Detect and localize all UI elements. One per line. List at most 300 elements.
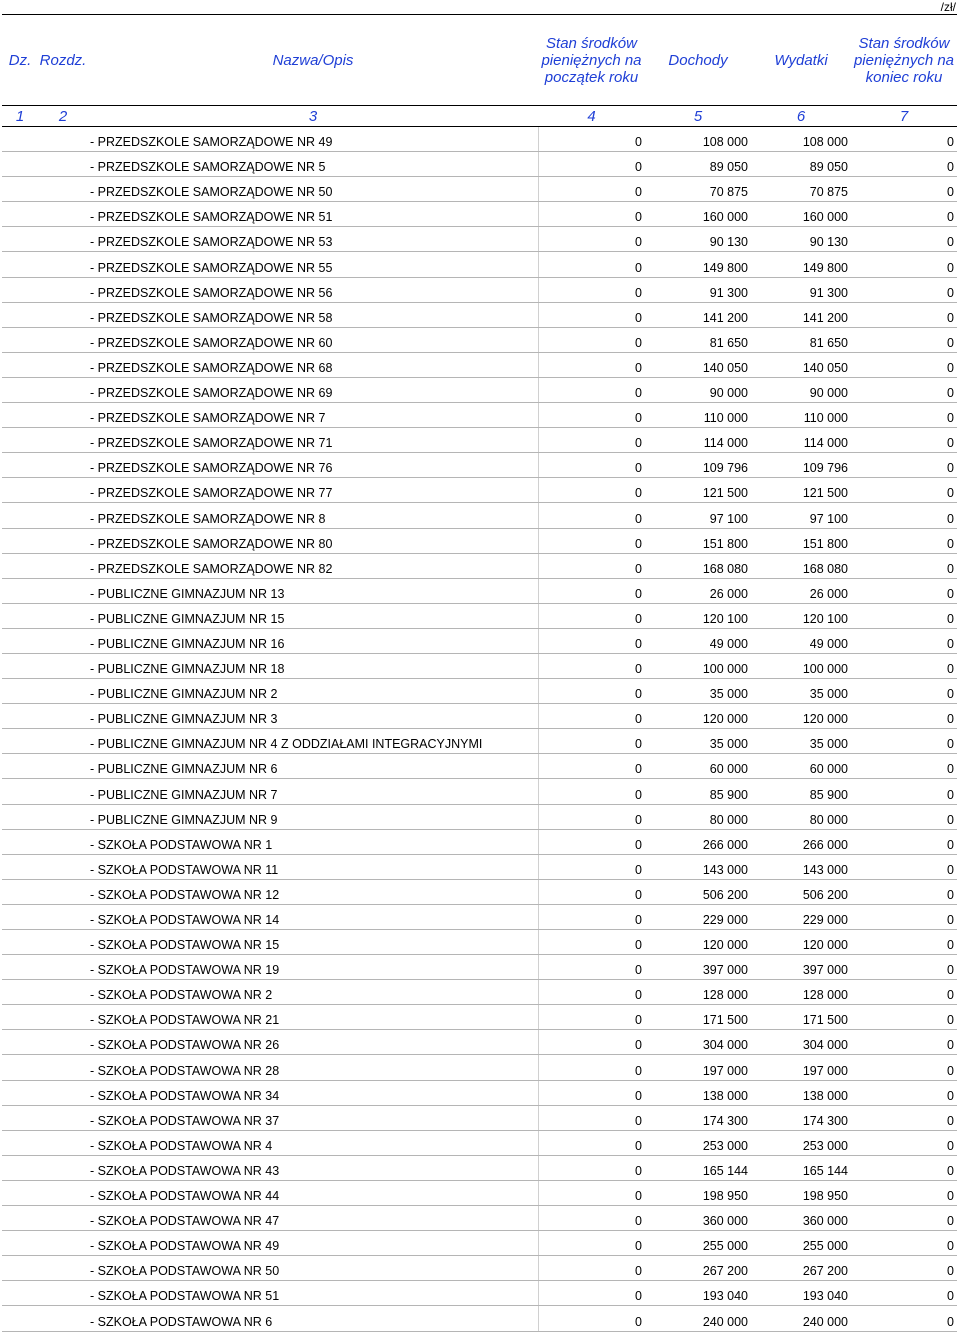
table-row [2, 679, 957, 704]
table-row [2, 528, 957, 553]
header-rozdz: Rozdz. [38, 15, 88, 106]
table-row [2, 1306, 957, 1331]
cell-expense: 506 200 [751, 879, 851, 904]
cell-income: 120 000 [645, 930, 751, 955]
cell-start-balance: 0 [538, 779, 645, 804]
cell-rozdz [38, 578, 88, 603]
table-row [2, 1180, 957, 1205]
cell-rozdz [38, 428, 88, 453]
cell-end-balance: 0 [851, 1005, 957, 1030]
cell-expense: 60 000 [751, 754, 851, 779]
cell-rozdz [38, 980, 88, 1005]
cell-income: 151 800 [645, 528, 751, 553]
cell-start-balance: 0 [538, 1206, 645, 1231]
cell-start-balance: 0 [538, 1105, 645, 1130]
cell-rozdz [38, 930, 88, 955]
cell-name: - SZKOŁA PODSTAWOWA NR 14 [88, 904, 538, 929]
cell-rozdz [38, 553, 88, 578]
cell-income: 91 300 [645, 277, 751, 302]
cell-dz [2, 1306, 38, 1331]
table-row [2, 277, 957, 302]
cell-start-balance: 0 [538, 302, 645, 327]
cell-end-balance: 0 [851, 327, 957, 352]
cell-end-balance: 0 [851, 1130, 957, 1155]
cell-rozdz [38, 1005, 88, 1030]
cell-dz [2, 528, 38, 553]
cell-name: - SZKOŁA PODSTAWOWA NR 4 [88, 1130, 538, 1155]
cell-end-balance: 0 [851, 879, 957, 904]
cell-expense: 121 500 [751, 478, 851, 503]
cell-name: - SZKOŁA PODSTAWOWA NR 43 [88, 1155, 538, 1180]
cell-dz [2, 428, 38, 453]
table-row [2, 252, 957, 277]
cell-start-balance: 0 [538, 679, 645, 704]
cell-name: - SZKOŁA PODSTAWOWA NR 34 [88, 1080, 538, 1105]
cell-start-balance: 0 [538, 930, 645, 955]
cell-end-balance: 0 [851, 704, 957, 729]
cell-rozdz [38, 679, 88, 704]
cell-name: - SZKOŁA PODSTAWOWA NR 28 [88, 1055, 538, 1080]
cell-income: 143 000 [645, 854, 751, 879]
cell-name: - PRZEDSZKOLE SAMORZĄDOWE NR 80 [88, 528, 538, 553]
cell-dz [2, 679, 38, 704]
cell-end-balance: 0 [851, 1105, 957, 1130]
cell-income: 80 000 [645, 804, 751, 829]
cell-start-balance: 0 [538, 1256, 645, 1281]
cell-rozdz [38, 779, 88, 804]
cell-dz [2, 1155, 38, 1180]
table-row [2, 653, 957, 678]
cell-income: 35 000 [645, 729, 751, 754]
cell-rozdz [38, 955, 88, 980]
cell-dz [2, 152, 38, 177]
cell-expense: 35 000 [751, 729, 851, 754]
cell-name: - PUBLICZNE GIMNAZJUM NR 3 [88, 704, 538, 729]
cell-expense: 128 000 [751, 980, 851, 1005]
cell-name: - PUBLICZNE GIMNAZJUM NR 16 [88, 628, 538, 653]
col-number-4: 4 [538, 106, 645, 127]
cell-rozdz [38, 377, 88, 402]
cell-end-balance: 0 [851, 377, 957, 402]
table-row [2, 428, 957, 453]
cell-start-balance: 0 [538, 854, 645, 879]
cell-dz [2, 1206, 38, 1231]
cell-start-balance: 0 [538, 252, 645, 277]
cell-end-balance: 0 [851, 1055, 957, 1080]
col-number-7: 7 [851, 106, 957, 127]
cell-income: 128 000 [645, 980, 751, 1005]
table-row [2, 1080, 957, 1105]
cell-income: 85 900 [645, 779, 751, 804]
cell-start-balance: 0 [538, 879, 645, 904]
table-row [2, 127, 957, 152]
cell-income: 26 000 [645, 578, 751, 603]
table-row [2, 704, 957, 729]
cell-expense: 229 000 [751, 904, 851, 929]
cell-name: - PRZEDSZKOLE SAMORZĄDOWE NR 51 [88, 202, 538, 227]
cell-name: - SZKOŁA PODSTAWOWA NR 11 [88, 854, 538, 879]
cell-income: 197 000 [645, 1055, 751, 1080]
cell-income: 110 000 [645, 403, 751, 428]
table-row [2, 854, 957, 879]
cell-expense: 109 796 [751, 453, 851, 478]
cell-rozdz [38, 628, 88, 653]
cell-dz [2, 302, 38, 327]
cell-rozdz [38, 1080, 88, 1105]
table-row [2, 1281, 957, 1306]
cell-rozdz [38, 1155, 88, 1180]
cell-start-balance: 0 [538, 478, 645, 503]
cell-end-balance: 0 [851, 478, 957, 503]
table-row [2, 302, 957, 327]
header-expense: Wydatki [751, 15, 851, 106]
cell-rozdz [38, 528, 88, 553]
cell-start-balance: 0 [538, 578, 645, 603]
cell-rozdz [38, 352, 88, 377]
cell-name: - SZKOŁA PODSTAWOWA NR 2 [88, 980, 538, 1005]
cell-rozdz [38, 127, 88, 152]
cell-dz [2, 127, 38, 152]
cell-start-balance: 0 [538, 152, 645, 177]
cell-end-balance: 0 [851, 1030, 957, 1055]
cell-income: 109 796 [645, 453, 751, 478]
cell-income: 266 000 [645, 829, 751, 854]
cell-start-balance: 0 [538, 327, 645, 352]
cell-income: 165 144 [645, 1155, 751, 1180]
cell-dz [2, 403, 38, 428]
cell-dz [2, 352, 38, 377]
cell-expense: 85 900 [751, 779, 851, 804]
cell-end-balance: 0 [851, 177, 957, 202]
cell-dz [2, 1080, 38, 1105]
cell-end-balance: 0 [851, 804, 957, 829]
cell-name: - PRZEDSZKOLE SAMORZĄDOWE NR 76 [88, 453, 538, 478]
cell-start-balance: 0 [538, 503, 645, 528]
cell-name: - SZKOŁA PODSTAWOWA NR 19 [88, 955, 538, 980]
header-dz: Dz. [2, 15, 38, 106]
cell-dz [2, 1180, 38, 1205]
cell-income: 90 000 [645, 377, 751, 402]
cell-expense: 143 000 [751, 854, 851, 879]
cell-income: 171 500 [645, 1005, 751, 1030]
cell-name: - PRZEDSZKOLE SAMORZĄDOWE NR 56 [88, 277, 538, 302]
table-row [2, 202, 957, 227]
cell-name: - SZKOŁA PODSTAWOWA NR 21 [88, 1005, 538, 1030]
cell-name: - SZKOŁA PODSTAWOWA NR 37 [88, 1105, 538, 1130]
cell-income: 89 050 [645, 152, 751, 177]
cell-end-balance: 0 [851, 1080, 957, 1105]
cell-expense: 90 000 [751, 377, 851, 402]
cell-end-balance: 0 [851, 729, 957, 754]
cell-expense: 108 000 [751, 127, 851, 152]
cell-name: - PRZEDSZKOLE SAMORZĄDOWE NR 68 [88, 352, 538, 377]
cell-dz [2, 177, 38, 202]
cell-name: - PRZEDSZKOLE SAMORZĄDOWE NR 49 [88, 127, 538, 152]
table-row [2, 177, 957, 202]
cell-end-balance: 0 [851, 578, 957, 603]
cell-name: - PRZEDSZKOLE SAMORZĄDOWE NR 77 [88, 478, 538, 503]
table-row [2, 478, 957, 503]
cell-start-balance: 0 [538, 704, 645, 729]
cell-dz [2, 1105, 38, 1130]
cell-dz [2, 1005, 38, 1030]
col-number-2: 2 [38, 106, 88, 127]
cell-expense: 240 000 [751, 1306, 851, 1331]
cell-expense: 97 100 [751, 503, 851, 528]
cell-rozdz [38, 879, 88, 904]
cell-income: 114 000 [645, 428, 751, 453]
cell-dz [2, 729, 38, 754]
cell-name: - PRZEDSZKOLE SAMORZĄDOWE NR 53 [88, 227, 538, 252]
cell-end-balance: 0 [851, 854, 957, 879]
cell-rozdz [38, 227, 88, 252]
cell-start-balance: 0 [538, 403, 645, 428]
table-row [2, 1231, 957, 1256]
table-row [2, 1256, 957, 1281]
cell-income: 360 000 [645, 1206, 751, 1231]
cell-end-balance: 0 [851, 679, 957, 704]
cell-expense: 80 000 [751, 804, 851, 829]
cell-dz [2, 653, 38, 678]
cell-rozdz [38, 729, 88, 754]
cell-rozdz [38, 1256, 88, 1281]
cell-end-balance: 0 [851, 829, 957, 854]
cell-end-balance: 0 [851, 1306, 957, 1331]
cell-rozdz [38, 804, 88, 829]
cell-end-balance: 0 [851, 152, 957, 177]
table-row [2, 377, 957, 402]
cell-expense: 151 800 [751, 528, 851, 553]
table-row [2, 603, 957, 628]
table-row [2, 1206, 957, 1231]
header-end-balance: Stan środków pieniężnych na koniec roku [851, 15, 957, 106]
cell-income: 108 000 [645, 127, 751, 152]
cell-start-balance: 0 [538, 1030, 645, 1055]
cell-rozdz [38, 302, 88, 327]
financial-table [2, 14, 957, 1332]
cell-dz [2, 503, 38, 528]
table-row [2, 804, 957, 829]
cell-income: 35 000 [645, 679, 751, 704]
cell-end-balance: 0 [851, 277, 957, 302]
table-row [2, 980, 957, 1005]
cell-expense: 114 000 [751, 428, 851, 453]
cell-income: 100 000 [645, 653, 751, 678]
cell-start-balance: 0 [538, 1080, 645, 1105]
cell-rozdz [38, 653, 88, 678]
cell-dz [2, 804, 38, 829]
cell-income: 141 200 [645, 302, 751, 327]
cell-income: 140 050 [645, 352, 751, 377]
cell-dz [2, 1256, 38, 1281]
cell-rozdz [38, 603, 88, 628]
cell-start-balance: 0 [538, 955, 645, 980]
cell-expense: 168 080 [751, 553, 851, 578]
table-body [2, 127, 957, 1332]
cell-dz [2, 930, 38, 955]
cell-dz [2, 453, 38, 478]
cell-name: - PRZEDSZKOLE SAMORZĄDOWE NR 55 [88, 252, 538, 277]
cell-start-balance: 0 [538, 1005, 645, 1030]
cell-start-balance: 0 [538, 127, 645, 152]
cell-end-balance: 0 [851, 980, 957, 1005]
cell-start-balance: 0 [538, 202, 645, 227]
cell-name: - PUBLICZNE GIMNAZJUM NR 15 [88, 603, 538, 628]
cell-rozdz [38, 1030, 88, 1055]
cell-rozdz [38, 177, 88, 202]
col-number-1: 1 [2, 106, 38, 127]
cell-expense: 90 130 [751, 227, 851, 252]
cell-end-balance: 0 [851, 528, 957, 553]
cell-start-balance: 0 [538, 227, 645, 252]
cell-expense: 165 144 [751, 1155, 851, 1180]
table-row [2, 879, 957, 904]
cell-start-balance: 0 [538, 729, 645, 754]
cell-start-balance: 0 [538, 1130, 645, 1155]
cell-name: - SZKOŁA PODSTAWOWA NR 12 [88, 879, 538, 904]
cell-name: - SZKOŁA PODSTAWOWA NR 6 [88, 1306, 538, 1331]
table-row [2, 352, 957, 377]
cell-end-balance: 0 [851, 754, 957, 779]
cell-income: 198 950 [645, 1180, 751, 1205]
cell-start-balance: 0 [538, 553, 645, 578]
cell-end-balance: 0 [851, 779, 957, 804]
cell-income: 90 130 [645, 227, 751, 252]
cell-expense: 304 000 [751, 1030, 851, 1055]
table-row [2, 1055, 957, 1080]
cell-name: - PUBLICZNE GIMNAZJUM NR 7 [88, 779, 538, 804]
cell-name: - PUBLICZNE GIMNAZJUM NR 13 [88, 578, 538, 603]
cell-income: 70 875 [645, 177, 751, 202]
cell-end-balance: 0 [851, 653, 957, 678]
cell-end-balance: 0 [851, 1281, 957, 1306]
cell-name: - PRZEDSZKOLE SAMORZĄDOWE NR 60 [88, 327, 538, 352]
cell-income: 304 000 [645, 1030, 751, 1055]
cell-expense: 267 200 [751, 1256, 851, 1281]
unit-label: /zł/ [940, 0, 956, 14]
cell-dz [2, 603, 38, 628]
cell-income: 121 500 [645, 478, 751, 503]
cell-end-balance: 0 [851, 955, 957, 980]
cell-income: 267 200 [645, 1256, 751, 1281]
cell-rozdz [38, 503, 88, 528]
cell-expense: 110 000 [751, 403, 851, 428]
cell-dz [2, 277, 38, 302]
cell-dz [2, 704, 38, 729]
table-row [2, 1105, 957, 1130]
cell-end-balance: 0 [851, 428, 957, 453]
cell-income: 49 000 [645, 628, 751, 653]
cell-end-balance: 0 [851, 302, 957, 327]
cell-dz [2, 955, 38, 980]
cell-start-balance: 0 [538, 453, 645, 478]
cell-start-balance: 0 [538, 377, 645, 402]
cell-rozdz [38, 1180, 88, 1205]
cell-name: - PRZEDSZKOLE SAMORZĄDOWE NR 8 [88, 503, 538, 528]
cell-name: - SZKOŁA PODSTAWOWA NR 44 [88, 1180, 538, 1205]
cell-rozdz [38, 152, 88, 177]
cell-start-balance: 0 [538, 1155, 645, 1180]
cell-dz [2, 754, 38, 779]
cell-expense: 160 000 [751, 202, 851, 227]
cell-expense: 89 050 [751, 152, 851, 177]
cell-end-balance: 0 [851, 127, 957, 152]
cell-name: - SZKOŁA PODSTAWOWA NR 47 [88, 1206, 538, 1231]
cell-expense: 198 950 [751, 1180, 851, 1205]
cell-name: - PRZEDSZKOLE SAMORZĄDOWE NR 50 [88, 177, 538, 202]
table-row [2, 578, 957, 603]
cell-income: 81 650 [645, 327, 751, 352]
cell-name: - PRZEDSZKOLE SAMORZĄDOWE NR 7 [88, 403, 538, 428]
cell-end-balance: 0 [851, 202, 957, 227]
cell-name: - SZKOŁA PODSTAWOWA NR 50 [88, 1256, 538, 1281]
cell-expense: 120 100 [751, 603, 851, 628]
cell-income: 120 000 [645, 704, 751, 729]
cell-rozdz [38, 754, 88, 779]
cell-expense: 49 000 [751, 628, 851, 653]
cell-income: 253 000 [645, 1130, 751, 1155]
cell-name: - PRZEDSZKOLE SAMORZĄDOWE NR 82 [88, 553, 538, 578]
cell-name: - SZKOŁA PODSTAWOWA NR 49 [88, 1231, 538, 1256]
table-row [2, 1155, 957, 1180]
cell-name: - SZKOŁA PODSTAWOWA NR 15 [88, 930, 538, 955]
header-start-balance: Stan środków pieniężnych na początek roku [538, 15, 645, 106]
cell-dz [2, 202, 38, 227]
cell-name: - PUBLICZNE GIMNAZJUM NR 9 [88, 804, 538, 829]
cell-dz [2, 779, 38, 804]
cell-dz [2, 879, 38, 904]
cell-rozdz [38, 1281, 88, 1306]
cell-start-balance: 0 [538, 277, 645, 302]
cell-start-balance: 0 [538, 1281, 645, 1306]
cell-name: - PUBLICZNE GIMNAZJUM NR 2 [88, 679, 538, 704]
cell-expense: 193 040 [751, 1281, 851, 1306]
cell-dz [2, 854, 38, 879]
cell-income: 160 000 [645, 202, 751, 227]
table-row [2, 628, 957, 653]
table-row [2, 553, 957, 578]
cell-income: 193 040 [645, 1281, 751, 1306]
cell-end-balance: 0 [851, 1256, 957, 1281]
cell-end-balance: 0 [851, 1155, 957, 1180]
table-row [2, 754, 957, 779]
cell-income: 174 300 [645, 1105, 751, 1130]
table-row [2, 729, 957, 754]
cell-income: 97 100 [645, 503, 751, 528]
cell-start-balance: 0 [538, 653, 645, 678]
cell-rozdz [38, 1105, 88, 1130]
cell-dz [2, 1231, 38, 1256]
cell-rozdz [38, 202, 88, 227]
cell-start-balance: 0 [538, 1055, 645, 1080]
cell-rozdz [38, 829, 88, 854]
cell-dz [2, 829, 38, 854]
cell-dz [2, 227, 38, 252]
cell-rozdz [38, 854, 88, 879]
cell-dz [2, 327, 38, 352]
cell-dz [2, 904, 38, 929]
cell-start-balance: 0 [538, 829, 645, 854]
cell-start-balance: 0 [538, 177, 645, 202]
cell-expense: 253 000 [751, 1130, 851, 1155]
cell-start-balance: 0 [538, 1180, 645, 1205]
cell-end-balance: 0 [851, 453, 957, 478]
cell-rozdz [38, 1206, 88, 1231]
cell-end-balance: 0 [851, 628, 957, 653]
cell-dz [2, 1130, 38, 1155]
table-row [2, 1130, 957, 1155]
header-name: Nazwa/Opis [88, 15, 538, 106]
